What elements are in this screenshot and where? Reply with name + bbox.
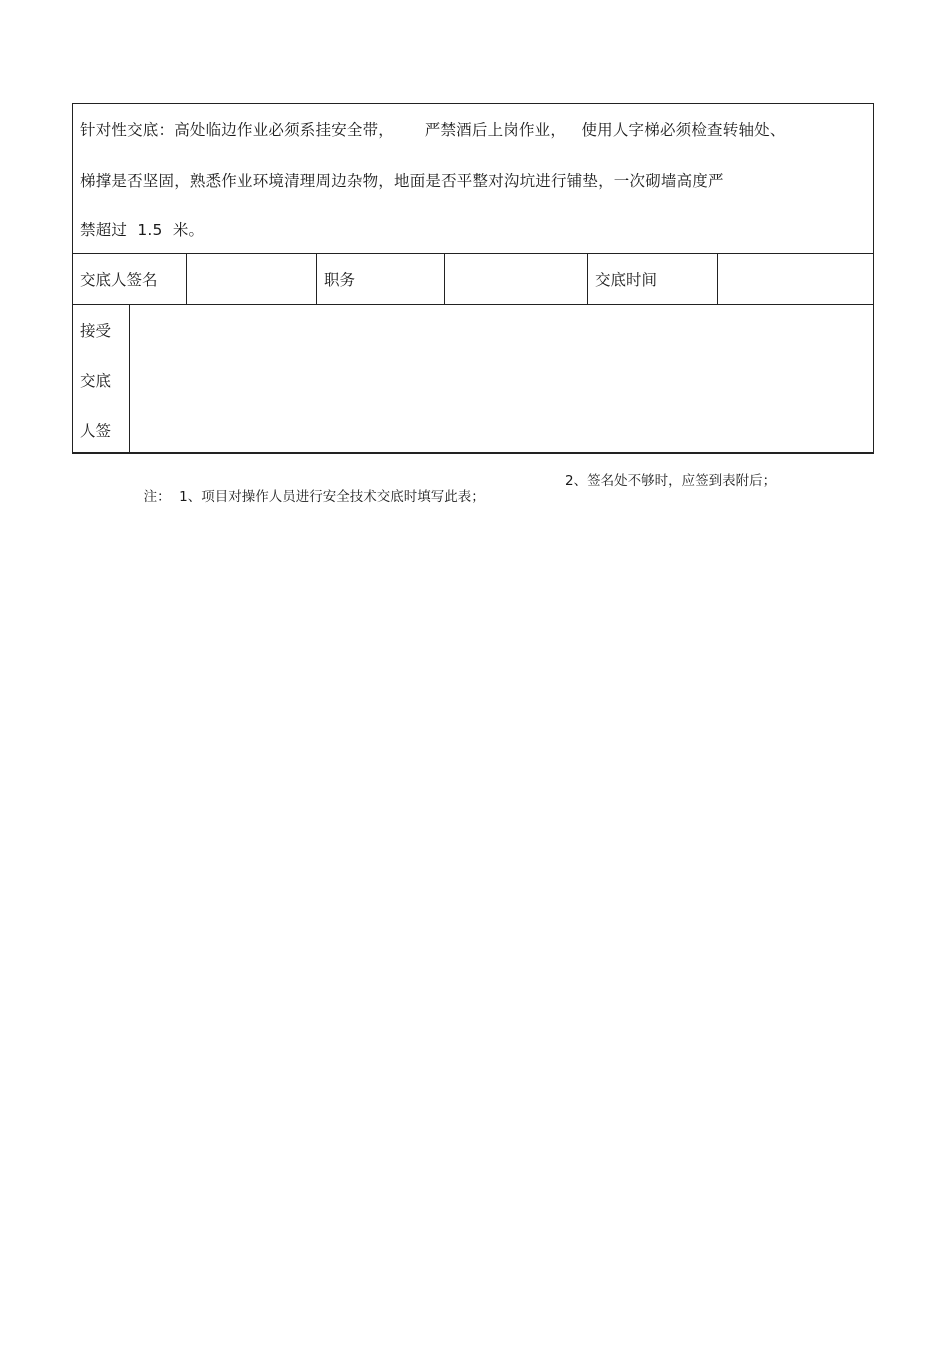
position-field[interactable] — [445, 254, 588, 304]
position-label: 职务 — [324, 271, 356, 289]
briefer-info-row — [73, 254, 873, 305]
briefing-time-label: 交底时间 — [595, 271, 658, 289]
briefer-signature-field[interactable] — [187, 254, 317, 304]
targeted-briefing-cell — [73, 104, 873, 254]
recipient-label-part-3: 人签 — [80, 422, 112, 440]
briefer-signature-label-cell — [73, 254, 187, 304]
recipient-signature-row — [73, 305, 873, 452]
safety-briefing-table — [72, 103, 874, 454]
briefing-text-line-3: 禁超过 1.5 米。 — [80, 221, 205, 239]
footnote-item-1: 注： 1、项目对操作人员进行安全技术交底时填写此表； — [143, 489, 485, 505]
recipient-signature-area[interactable] — [130, 305, 873, 452]
position-label-cell — [317, 254, 445, 304]
footnote-item-2: 2、签名处不够时，应签到表附后； — [565, 473, 777, 489]
briefing-text-line-2: 梯撑是否坚固，熟悉作业环境清理周边杂物，地面是否平整对沟坑进行铺垫，一次砌墙高度严 — [80, 172, 724, 190]
briefing-text-line-1: 针对性交底：高处临边作业必须系挂安全带， 严禁酒后上岗作业， 使用人字梯必须检查转轴处、 — [80, 121, 786, 139]
briefing-time-label-cell — [588, 254, 718, 304]
briefer-signature-label: 交底人签名 — [80, 271, 158, 289]
recipient-label-part-1: 接受 — [80, 322, 112, 340]
recipient-label-part-2: 交底 — [80, 372, 112, 390]
briefing-time-field[interactable] — [718, 254, 873, 304]
table-footnote — [135, 469, 777, 521]
recipient-signature-label-cell — [73, 305, 130, 452]
